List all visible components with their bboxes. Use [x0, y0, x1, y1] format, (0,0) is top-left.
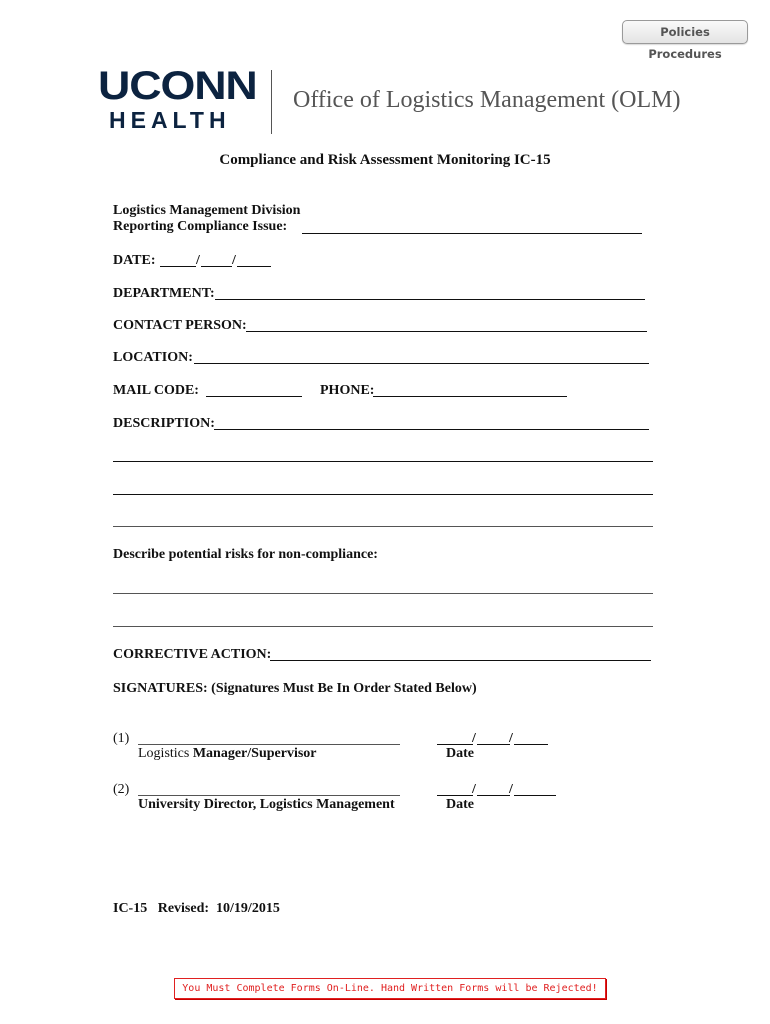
logo-health-text: HEALTH: [109, 107, 231, 133]
signature-date-month-field[interactable]: [437, 795, 473, 796]
date-day-field[interactable]: [201, 266, 232, 267]
signature-date-month-field[interactable]: [437, 744, 473, 745]
signature-number: (2): [113, 782, 130, 797]
date-separator: /: [196, 253, 200, 268]
date-separator: /: [509, 782, 513, 797]
signature-line[interactable]: [138, 795, 400, 796]
description-line[interactable]: [113, 526, 653, 527]
signature-date-year-field[interactable]: [514, 795, 556, 796]
date-label: DATE:: [113, 253, 156, 268]
corrective-action-label: CORRECTIVE ACTION:: [113, 647, 272, 662]
policies-procedures-button[interactable]: Policies Procedures: [622, 20, 748, 44]
date-separator: /: [472, 731, 476, 746]
revision-note: IC-15 Revised: 10/19/2015: [113, 901, 280, 916]
contact-person-label: CONTACT PERSON:: [113, 318, 247, 333]
signature-date-day-field[interactable]: [477, 795, 510, 796]
department-field[interactable]: [215, 299, 645, 300]
mail-code-field[interactable]: [206, 396, 302, 397]
reporting-issue-field[interactable]: [302, 233, 642, 234]
signature-date-caption: Date: [446, 746, 474, 761]
reporting-issue-label: Reporting Compliance Issue:: [113, 219, 288, 234]
division-label: Logistics Management Division: [113, 203, 301, 218]
risks-line[interactable]: [113, 626, 653, 627]
signature-line[interactable]: [138, 744, 400, 745]
logo-uconn-text: UCONN: [98, 64, 257, 108]
signature-number: (1): [113, 731, 130, 746]
logo-divider: [271, 70, 272, 134]
online-warning-notice: You Must Complete Forms On-Line. Hand Written Forms will be Rejected!: [174, 978, 606, 999]
signature-date-year-field[interactable]: [514, 744, 548, 745]
phone-field[interactable]: [373, 396, 567, 397]
date-year-field[interactable]: [237, 266, 271, 267]
form-title: Compliance and Risk Assessment Monitoring IC-15: [219, 152, 551, 168]
location-field[interactable]: [194, 363, 649, 364]
description-field[interactable]: [214, 429, 649, 430]
signature-role-title: Manager/Supervisor: [192, 746, 317, 761]
signature-role-prefix: Logistics: [138, 746, 193, 761]
description-label: DESCRIPTION:: [113, 416, 215, 431]
phone-label: PHONE:: [320, 383, 375, 398]
signature-date-caption: Date: [446, 797, 474, 812]
location-label: LOCATION:: [113, 350, 193, 365]
signature-role: [138, 746, 317, 762]
risks-label: Describe potential risks for non-compliance:: [113, 547, 378, 562]
signatures-heading: SIGNATURES: (Signatures Must Be In Order Stated Below): [113, 681, 477, 696]
description-line[interactable]: [113, 494, 653, 495]
signature-date-day-field[interactable]: [477, 744, 510, 745]
description-line[interactable]: [113, 461, 653, 462]
contact-person-field[interactable]: [246, 331, 647, 332]
department-label: DEPARTMENT:: [113, 286, 215, 301]
date-separator: /: [509, 731, 513, 746]
date-month-field[interactable]: [160, 266, 196, 267]
mail-code-label: MAIL CODE:: [113, 383, 199, 398]
signature-role: [138, 797, 395, 813]
corrective-action-field[interactable]: [270, 660, 651, 661]
signature-role-title: University Director, Logistics Management: [138, 797, 395, 812]
date-separator: /: [472, 782, 476, 797]
date-separator: /: [232, 253, 236, 268]
risks-line[interactable]: [113, 593, 653, 594]
office-name: Office of Logistics Management (OLM): [293, 87, 681, 113]
